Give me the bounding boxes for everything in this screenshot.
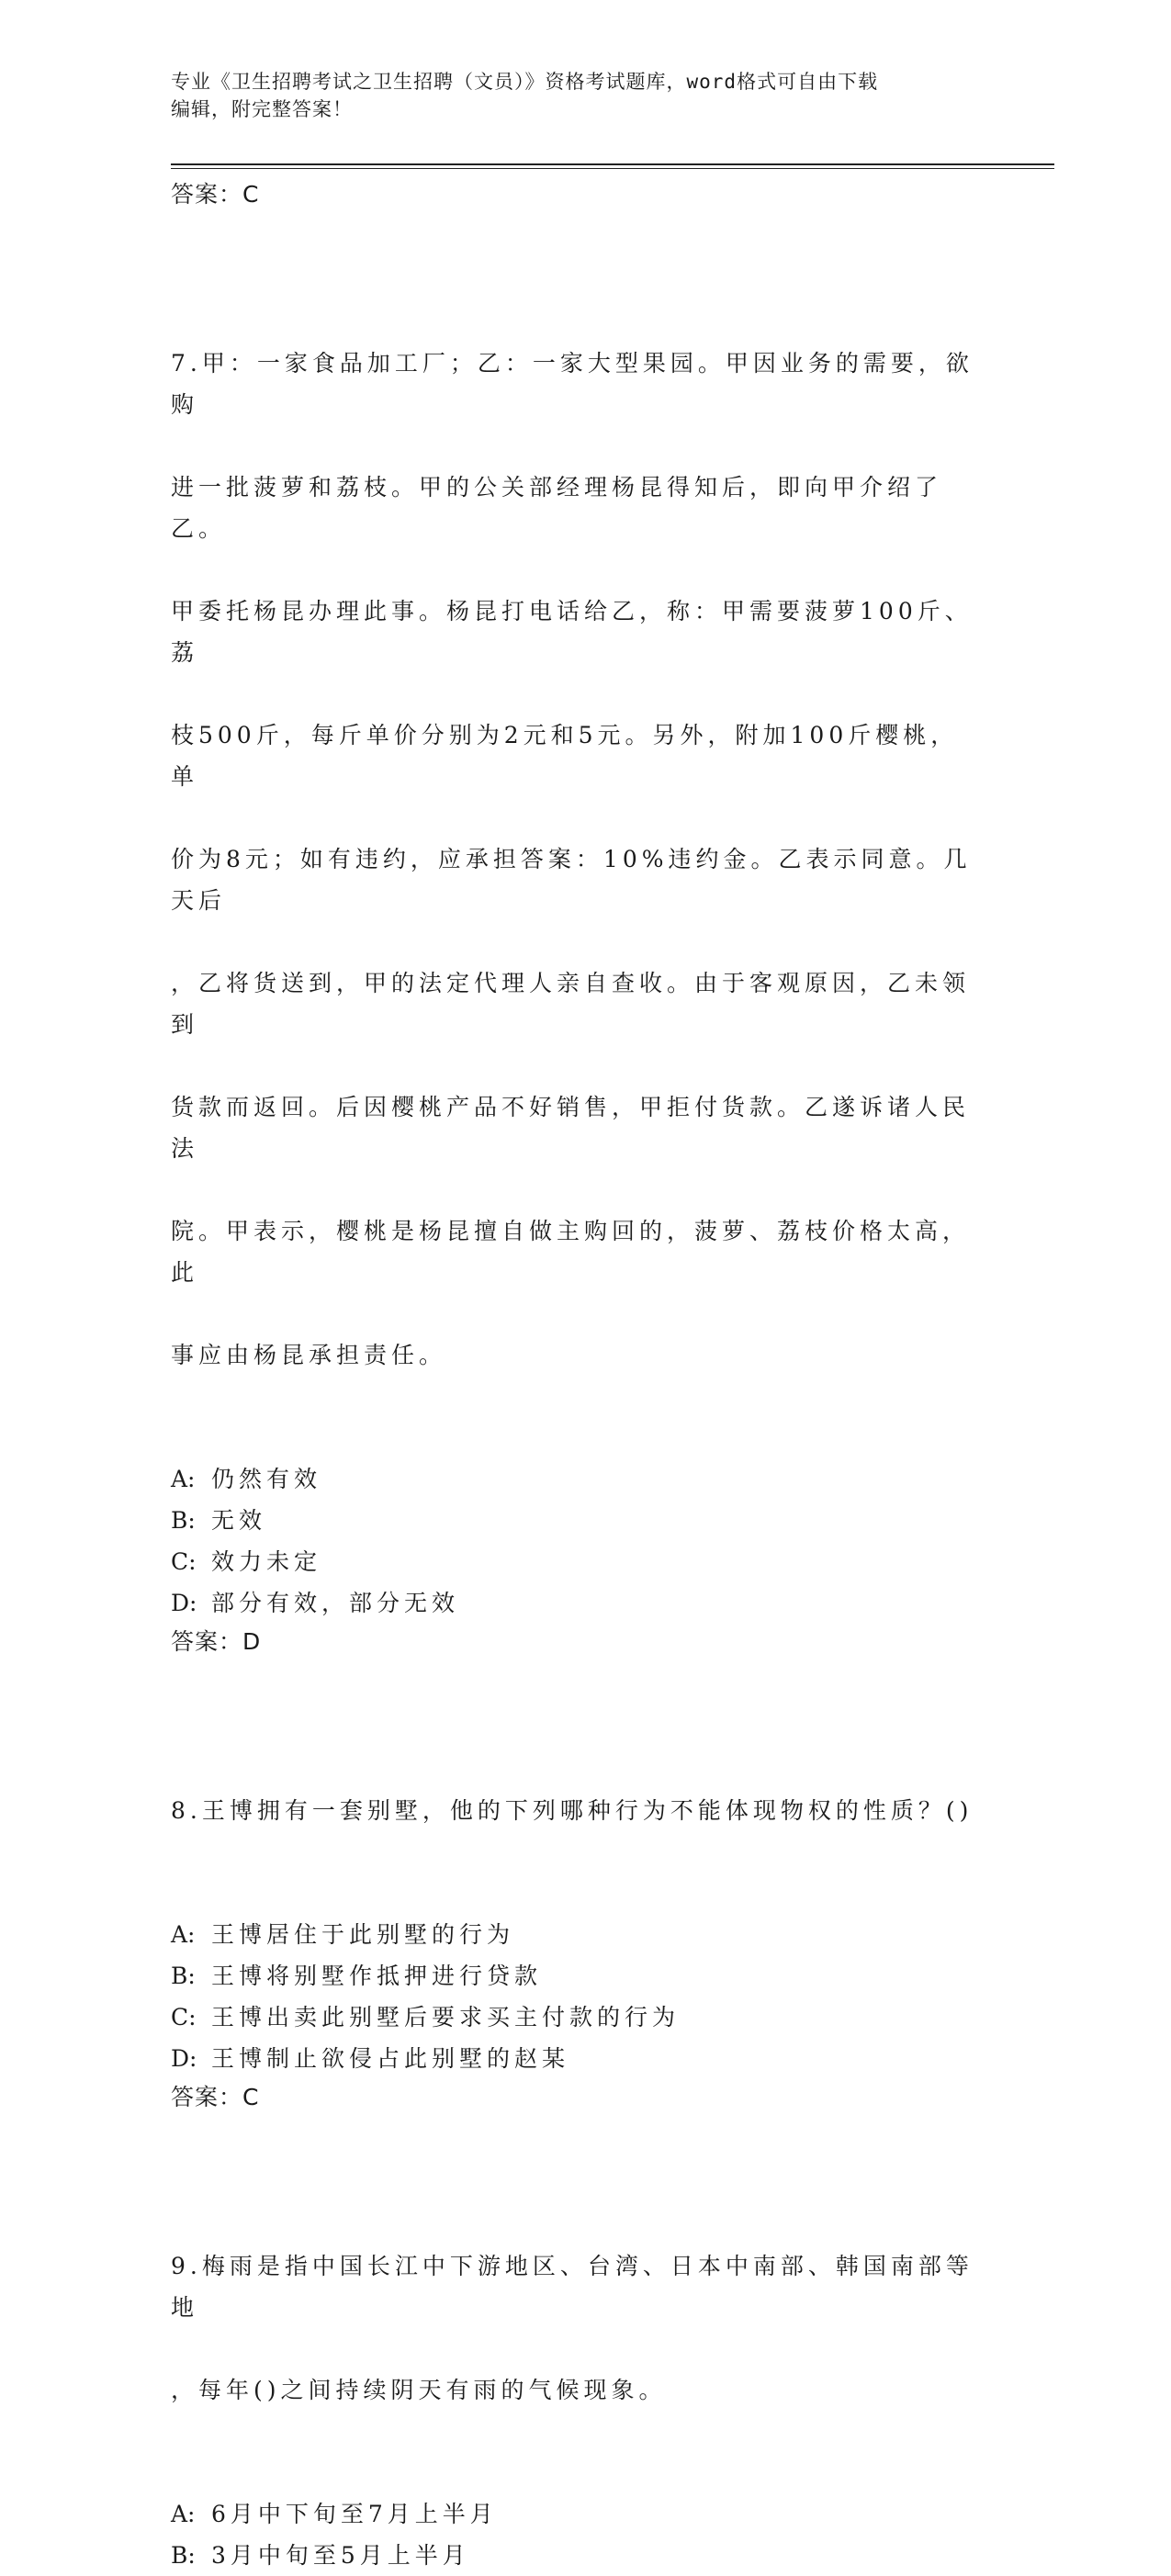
option-d: [171, 2038, 979, 2079]
option-letter: B:: [171, 1507, 196, 1534]
option-text: 王博制止欲侵占此别墅的赵某: [211, 2045, 570, 2072]
option-text: 王博出卖此别墅后要求买主付款的行为: [211, 2004, 681, 2030]
option-letter: A:: [171, 1466, 196, 1492]
header-line-1: 专业《卫生招聘考试之卫生招聘（文员）》资格考试题库，word格式可自由下载: [171, 71, 879, 93]
option-text: 王博居住于此别墅的行为: [211, 1921, 515, 1948]
answer-value: C: [242, 2084, 260, 2110]
option-text: 无效: [211, 1507, 267, 1534]
option-letter: B:: [171, 1963, 196, 1989]
document-header: [171, 68, 997, 123]
question-line: 事应由杨昆承担责任。: [171, 1342, 447, 1368]
option-b: [171, 1500, 979, 1541]
question-line: 货款而返回。后因樱桃产品不好销售，甲拒付货款。乙遂诉诸人民法: [171, 1094, 971, 1162]
question-line: ，乙将货送到，甲的法定代理人亲自查收。由于客观原因，乙未领到: [171, 970, 971, 1038]
answer-label: 答案：: [171, 2084, 243, 2110]
option-b: [171, 1955, 979, 1997]
option-text: 王博将别墅作抵押进行贷款: [211, 1963, 543, 1989]
option-letter: C:: [171, 2004, 197, 2030]
question-line: 甲委托杨昆办理此事。杨昆打电话给乙，称：甲需要菠萝100斤、荔: [171, 598, 973, 666]
option-a: [171, 1914, 979, 1955]
option-a: [171, 1458, 979, 1500]
question-line: 价为8元；如有违约，应承担答案：10%违约金。乙表示同意。几天后: [171, 846, 972, 914]
option-text: 仍然有效: [211, 1466, 322, 1492]
answer-label: 答案：: [171, 181, 243, 208]
header-divider-thick: [171, 163, 1054, 165]
answer-value: C: [242, 181, 260, 208]
question-9: [171, 2163, 979, 2576]
question-8-text: [171, 1707, 979, 1914]
document-body: [171, 176, 979, 2576]
option-letter: A:: [171, 2501, 196, 2527]
question-7-text: [171, 260, 979, 1458]
question-line: 8.王博拥有一套别墅，他的下列哪种行为不能体现物权的性质？(): [171, 1797, 974, 1824]
question-8: [171, 1707, 979, 2114]
option-text: 3月中旬至5月上半月: [211, 2542, 470, 2569]
question-7: [171, 260, 979, 1659]
option-letter: C:: [171, 1548, 197, 1575]
question-line: 7.甲：一家食品加工厂；乙：一家大型果园。甲因业务的需要，欲购: [171, 350, 974, 418]
answer-question-7: [171, 1625, 979, 1659]
option-text: 6月中下旬至7月上半月: [211, 2501, 498, 2527]
question-9-text: [171, 2163, 979, 2493]
answer-label: 答案：: [171, 1628, 243, 1655]
question-line: 9.梅雨是指中国长江中下游地区、台湾、日本中南部、韩国南部等地: [171, 2253, 974, 2321]
header-divider-thin: [171, 168, 1054, 169]
option-c: [171, 1997, 979, 2038]
option-c: [171, 1541, 979, 1582]
option-letter: A:: [171, 1921, 196, 1948]
answer-previous: [171, 178, 979, 211]
answer-question-8: [171, 2081, 979, 2114]
answer-value: D: [242, 1628, 262, 1655]
option-text: 效力未定: [211, 1548, 322, 1575]
option-b: [171, 2535, 979, 2576]
question-line: 院。甲表示，樱桃是杨昆擅自做主购回的，菠萝、荔枝价格太高，此: [171, 1218, 971, 1286]
option-text: 部分有效，部分无效: [211, 1590, 460, 1616]
question-line: ，每年()之间持续阴天有雨的气候现象。: [171, 2377, 667, 2403]
option-a: [171, 2493, 979, 2535]
option-letter: D:: [171, 1590, 197, 1616]
question-line: 枝500斤，每斤单价分别为2元和5元。另外，附加100斤樱桃，单: [171, 722, 959, 790]
option-letter: D:: [171, 2045, 197, 2072]
option-letter: B:: [171, 2542, 196, 2569]
question-line: 进一批菠萝和荔枝。甲的公关部经理杨昆得知后，即向甲介绍了乙。: [171, 474, 943, 542]
option-d: [171, 1582, 979, 1624]
header-line-2: 编辑，附完整答案！: [171, 98, 353, 120]
